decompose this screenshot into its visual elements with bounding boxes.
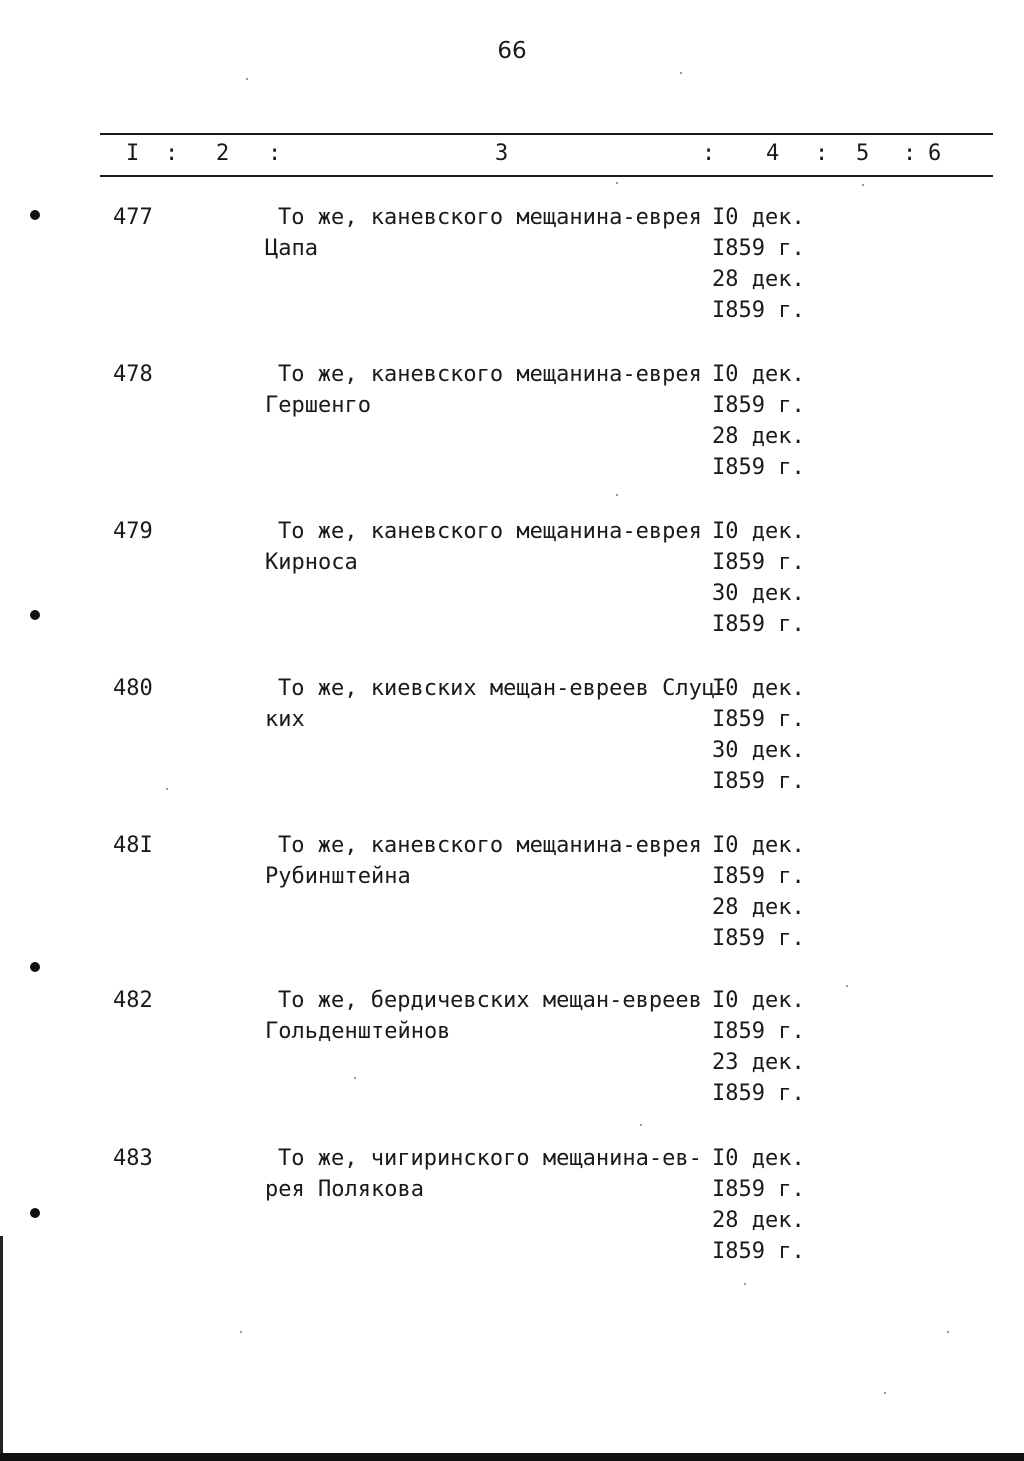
header-col-4: 4 [766,141,780,166]
list-item [0,202,1024,342]
description-line: Гершенго [265,393,371,418]
scan-speck [680,72,682,74]
description-line: То же, каневского мещанина-еврея [278,519,702,544]
description-line: То же, бердичевских мещан-евреев [278,988,702,1013]
scan-speck [166,788,168,790]
date-line: I859 г. [712,864,805,889]
date-line: I859 г. [712,298,805,323]
scan-speck [947,1331,949,1333]
date-line: 23 дек. [712,1050,805,1075]
scan-speck [884,1392,886,1394]
entry-number: 479 [113,519,153,544]
header-col-3: 3 [495,141,509,166]
header-separator: : [903,141,917,166]
description-line: То же, чигиринского мещанина-ев- [278,1146,702,1171]
date-line: I859 г. [712,550,805,575]
entry-dates [712,516,805,640]
date-line: I859 г. [712,236,805,261]
description-line: рея Полякова [265,1177,424,1202]
header-col-2: 2 [216,141,230,166]
description-line: Цапа [265,236,318,261]
scan-speck [240,1331,242,1333]
entry-number: 482 [113,988,153,1013]
table-header-top-rule [100,133,993,135]
description-line: ких [265,707,305,732]
date-line: I859 г. [712,1239,805,1264]
date-line: I0 дек. [712,676,805,701]
date-line: I859 г. [712,393,805,418]
date-line: I0 дек. [712,988,805,1013]
scan-speck [246,78,248,80]
punch-hole-mark [30,210,40,220]
entry-dates [712,673,805,797]
punch-hole-mark [30,962,40,972]
date-line: I859 г. [712,1019,805,1044]
date-line: 28 дек. [712,424,805,449]
date-line: 30 дек. [712,581,805,606]
date-line: I859 г. [712,1081,805,1106]
entry-dates [712,359,805,483]
date-line: I859 г. [712,612,805,637]
date-line: 28 дек. [712,267,805,292]
list-item [0,359,1024,499]
date-line: 28 дек. [712,1208,805,1233]
scan-edge-left [0,1236,3,1461]
date-line: I0 дек. [712,833,805,858]
list-item [0,830,1024,970]
entry-description [265,202,705,264]
header-col-6: 6 [928,141,942,166]
entry-description [265,1143,705,1205]
table-header-bottom-rule [100,175,993,177]
date-line: I0 дек. [712,519,805,544]
list-item [0,673,1024,813]
scan-edge-bottom [0,1453,1024,1461]
scan-speck [616,494,618,496]
entry-description [265,673,729,735]
punch-hole-mark [30,610,40,620]
header-separator: : [165,141,179,166]
date-line: I0 дек. [712,1146,805,1171]
scan-speck [846,985,848,987]
list-item [0,985,1024,1125]
list-item [0,516,1024,656]
header-separator: : [702,141,716,166]
description-line: Гольденштейнов [265,1019,451,1044]
page-number: 66 [497,38,527,64]
scan-speck [354,1077,356,1079]
entry-number: 480 [113,676,153,701]
entry-description [265,985,705,1047]
description-line: Кирноса [265,550,358,575]
date-line: I859 г. [712,1177,805,1202]
header-col-5: 5 [856,141,870,166]
date-line: 30 дек. [712,738,805,763]
description-line: То же, каневского мещанина-еврея [278,205,702,230]
entry-number: 477 [113,205,153,230]
description-line: То же, каневского мещанина-еврея [278,362,702,387]
date-line: I859 г. [712,455,805,480]
scan-speck [862,184,864,186]
scan-speck [744,1283,746,1285]
scan-speck [640,1124,642,1126]
entry-description [265,830,705,892]
date-line: I859 г. [712,707,805,732]
header-separator: : [815,141,829,166]
header-separator: : [268,141,282,166]
entry-number: 48I [113,833,153,858]
description-line: То же, каневского мещанина-еврея [278,833,702,858]
description-line: Рубинштейна [265,864,411,889]
date-line: I859 г. [712,769,805,794]
list-item [0,1143,1024,1283]
entry-dates [712,985,805,1109]
entry-dates [712,202,805,326]
entry-dates [712,1143,805,1267]
date-line: I859 г. [712,926,805,951]
punch-hole-mark [30,1208,40,1218]
description-line: То же, киевских мещан-евреев Слуц- [278,676,729,701]
entry-description [265,359,705,421]
entry-number: 478 [113,362,153,387]
entry-dates [712,830,805,954]
scan-speck [616,182,618,184]
date-line: 28 дек. [712,895,805,920]
entry-number: 483 [113,1146,153,1171]
date-line: I0 дек. [712,205,805,230]
header-col-1: I [126,141,140,166]
entry-description [265,516,705,578]
date-line: I0 дек. [712,362,805,387]
